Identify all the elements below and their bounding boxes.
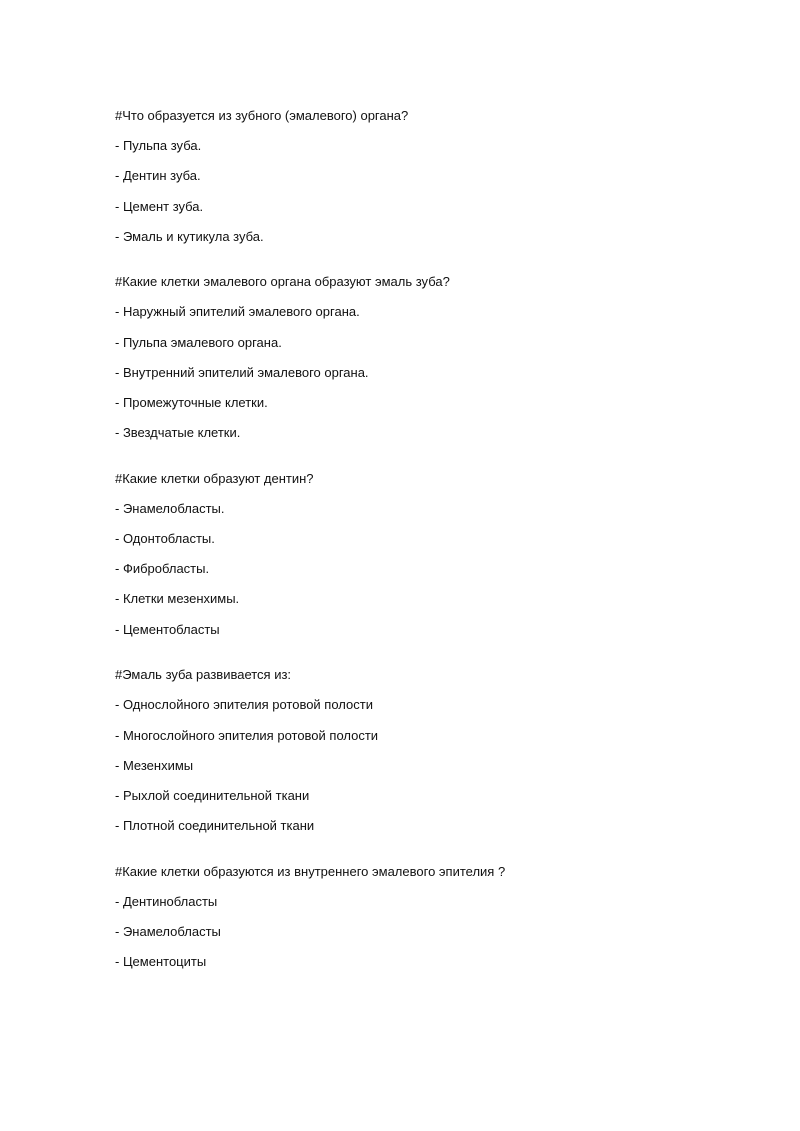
answer-option: - Энамелобласты bbox=[115, 923, 221, 939]
question-block bbox=[115, 274, 740, 441]
answer-option: - Рыхлой соединительной ткани bbox=[115, 787, 310, 803]
answer-option: - Эмаль и кутикула зуба. bbox=[115, 228, 264, 244]
answer-option: - Промежуточные клетки. bbox=[115, 395, 268, 410]
answer-option: - Звездчатые клетки. bbox=[115, 425, 241, 441]
question-text: #Эмаль зуба развивается из: bbox=[115, 667, 292, 683]
answer-option: - Пульпа эмалевого органа. bbox=[115, 334, 282, 350]
question-block bbox=[115, 667, 740, 834]
answer-option: - Плотной соединительной ткани bbox=[115, 818, 315, 834]
answer-option: - Цемент зуба. bbox=[115, 198, 204, 214]
answer-option: - Одонтобласты. bbox=[115, 531, 215, 547]
answer-option: - Внутренний эпителий эмалевого органа. bbox=[115, 364, 369, 380]
question-block bbox=[115, 471, 740, 638]
answer-option: - Наружный эпителий эмалевого органа. bbox=[115, 304, 360, 320]
question-text: #Какие клетки образуют дентин? bbox=[115, 470, 314, 486]
answer-option: - Фибробласты. bbox=[115, 561, 210, 577]
answer-option: - Цементоциты bbox=[115, 954, 207, 970]
answer-option: - Дентинобласты bbox=[115, 893, 218, 909]
question-block bbox=[115, 864, 740, 971]
question-text: #Что образуется из зубного (эмалевого) органа? bbox=[115, 108, 409, 123]
answer-option: - Мезенхимы bbox=[115, 757, 194, 773]
question-text: #Какие клетки образуются из внутреннего эмалевого эпителия ? bbox=[115, 863, 506, 879]
answer-option: - Клетки мезенхимы. bbox=[115, 591, 240, 607]
question-text: #Какие клетки эмалевого органа образуют эмаль зуба? bbox=[115, 274, 450, 290]
answer-option: - Пульпа зуба. bbox=[115, 138, 202, 154]
answer-option: - Однослойного эпителия ротовой полости bbox=[115, 697, 373, 713]
answer-option: - Энамелобласты. bbox=[115, 500, 225, 516]
question-block bbox=[115, 108, 740, 245]
answer-option: - Дентин зуба. bbox=[115, 168, 201, 184]
answer-option: - Многослойного эпителия ротовой полости bbox=[115, 727, 379, 743]
answer-option: - Цементобласты bbox=[115, 621, 220, 637]
